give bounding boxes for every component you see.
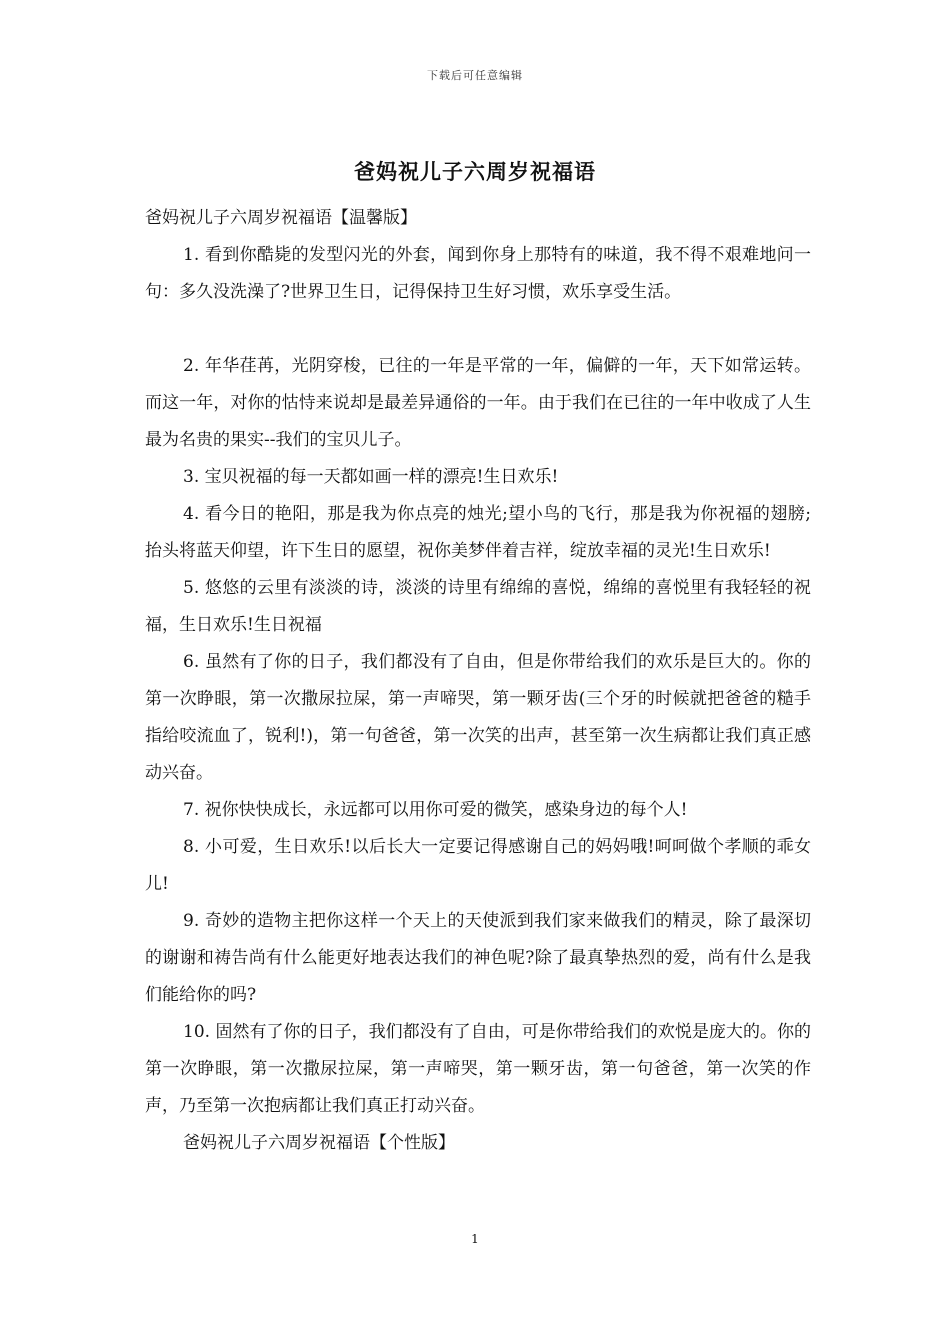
list-item: 7. 祝你快快成长，永远都可以用你可爱的微笑，感染身边的每个人! xyxy=(183,800,688,820)
document-body xyxy=(145,200,811,1162)
list-item: 9. 奇妙的造物主把你这样一个天上的天使派到我们家来做我们的精灵，除了最深切的谢谢和祷告尚有什么能更好地表达我们的神色呢?除了最真挚热烈的爱，尚有什么是我们能给你的吗? xyxy=(145,911,811,1005)
section-heading-personal: 爸妈祝儿子六周岁祝福语【个性版】 xyxy=(183,1133,455,1153)
list-item: 3. 宝贝祝福的每一天都如画一样的漂亮!生日欢乐! xyxy=(183,467,559,487)
paragraph-gap xyxy=(145,311,811,348)
list-item: 2. 年华荏苒，光阴穿梭，已往的一年是平常的一年，偏僻的一年，天下如常运转。而这一年，对你的怙恃来说却是最差异通俗的一年。由于我们在已往的一年中收成了人生最为名贵的果实--我们的宝贝儿子。 xyxy=(145,356,811,450)
list-item: 1. 看到你酷毙的发型闪光的外套，闻到你身上那特有的味道，我不得不艰难地问一句：多久没洗澡了?世界卫生日，记得保持卫生好习惯，欢乐享受生活。 xyxy=(145,245,811,302)
list-item: 6. 虽然有了你的日子，我们都没有了自由，但是你带给我们的欢乐是巨大的。你的第一次睁眼，第一次撒尿拉屎，第一声啼哭，第一颗牙齿(三个牙的时候就把爸爸的糙手指给咬流血了，锐利!)，第一句爸爸，第一次笑的出声，甚至第一次生病都让我们真正感动兴奋。 xyxy=(145,652,811,783)
page-header: 下载后可任意编辑 xyxy=(427,69,523,82)
list-item: 8. 小可爱，生日欢乐!以后长大一定要记得感谢自己的妈妈哦!呵呵做个孝顺的乖女儿! xyxy=(145,837,811,894)
list-item: 10. 固然有了你的日子，我们都没有了自由，可是你带给我们的欢悦是庞大的。你的第一次睁眼，第一次撒尿拉屎，第一声啼哭，第一颗牙齿，第一句爸爸，第一次笑的作声，乃至第一次抱病都让我们真正打动兴奋。 xyxy=(145,1022,811,1116)
page-number: 1 xyxy=(471,1232,479,1246)
section-heading-warm: 爸妈祝儿子六周岁祝福语【温馨版】 xyxy=(145,208,417,228)
list-item: 4. 看今日的艳阳，那是我为你点亮的烛光;望小鸟的飞行，那是我为你祝福的翅膀;抬头将蓝天仰望，许下生日的愿望，祝你美梦伴着吉祥，绽放幸福的灵光!生日欢乐! xyxy=(145,504,811,561)
list-item: 5. 悠悠的云里有淡淡的诗，淡淡的诗里有绵绵的喜悦，绵绵的喜悦里有我轻轻的祝福，生日欢乐!生日祝福 xyxy=(145,578,811,635)
document-title: 爸妈祝儿子六周岁祝福语 xyxy=(354,160,596,184)
